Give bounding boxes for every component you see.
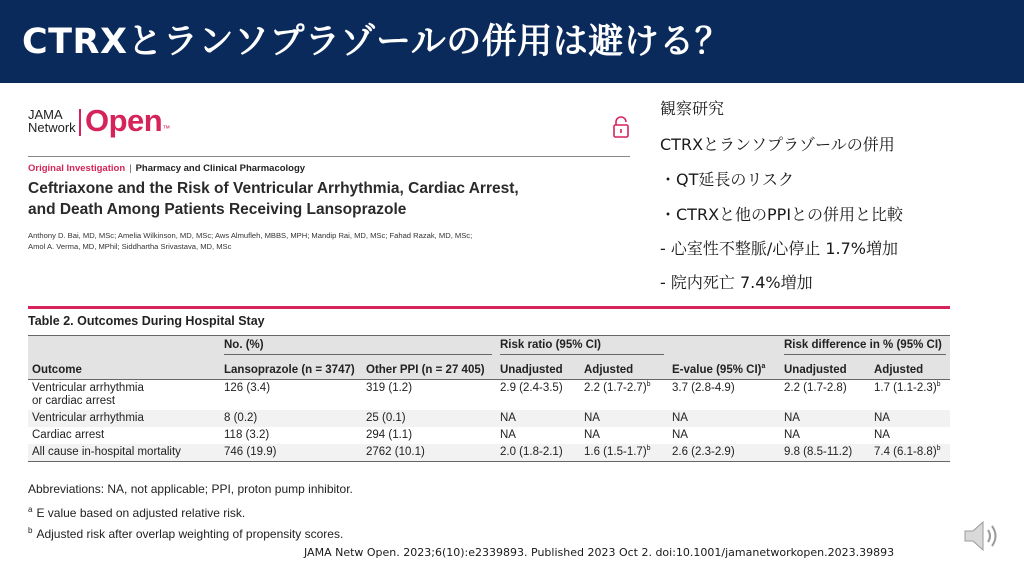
- table-top-rule: [28, 306, 950, 309]
- header-evalue: E-value (95% CI)$^a$: [668, 358, 780, 380]
- article-authors: [28, 230, 498, 252]
- cell-evalue: 2.6 (2.3-2.9): [668, 444, 780, 462]
- note-item: 観察研究: [660, 99, 725, 118]
- cell-lansoprazole: 746 (19.9): [220, 444, 362, 462]
- article-type: Original Investigation: [28, 163, 126, 174]
- cell-outcome: All cause in-hospital mortality: [28, 444, 220, 462]
- slide-title: CTRXとランソプラゾールの併用は避ける？: [22, 22, 731, 62]
- header-blank-evalue: [668, 336, 780, 358]
- table-row: [28, 380, 950, 411]
- table-column-header-row: [28, 358, 950, 380]
- logo-jama-text: JAMA: [28, 107, 63, 122]
- note-item: ・CTRXと他のPPIとの併用と比較: [660, 205, 904, 224]
- authors-line2: Amol A. Verma, MD, MPhil; Siddhartha Srivastava, MD, MSc: [28, 242, 232, 251]
- cell-rd-adjusted: 1.7 $(1.1-2.3)^b$: [870, 380, 950, 411]
- article-type-separator: |: [129, 163, 132, 174]
- cell-rr-unadjusted: NA: [496, 410, 580, 427]
- cell-rd-unadjusted: NA: [780, 427, 870, 444]
- cell-evalue: NA: [668, 427, 780, 444]
- cell-rd-unadjusted: 9.8 (8.5-11.2): [780, 444, 870, 462]
- outcomes-table-container: [28, 335, 950, 462]
- cell-rr-unadjusted: 2.9 (2.4-3.5): [496, 380, 580, 411]
- cell-rr-unadjusted: NA: [496, 427, 580, 444]
- cell-outcome: Ventricular arrhythmia or cardiac arrest: [28, 380, 220, 411]
- outcomes-table: [28, 335, 950, 462]
- table-abbreviations: Abbreviations: NA, not applicable; PPI, proton pump inhibitor.: [28, 482, 353, 496]
- header-group-no: No. (%): [220, 336, 496, 358]
- cell-rd-unadjusted: NA: [780, 410, 870, 427]
- table-footnote-b: $^b$ Adjusted risk after overlap weighting of propensity scores.: [28, 526, 344, 541]
- cell-rr-adjusted: NA: [580, 427, 668, 444]
- article-title-line1: Ceftriaxone and the Risk of Ventricular Arrhythmia, Cardiac Arrest,: [28, 180, 519, 197]
- logo-open-text: Open™: [85, 103, 170, 138]
- open-lock-icon: [612, 116, 630, 138]
- cell-rd-adjusted: 7.4 $(6.1-8.8)^b$: [870, 444, 950, 462]
- note-item: ・QT延長のリスク: [660, 170, 795, 189]
- cell-other-ppi: 319 (1.2): [362, 380, 496, 411]
- header-lansoprazole: Lansoprazole (n = 3747): [220, 358, 362, 380]
- header-outcome: Outcome: [28, 358, 220, 380]
- cell-other-ppi: 294 (1.1): [362, 427, 496, 444]
- cell-lansoprazole: 118 (3.2): [220, 427, 362, 444]
- cell-lansoprazole: 126 (3.4): [220, 380, 362, 411]
- logo-divider: [79, 109, 81, 136]
- authors-line1: Anthony D. Bai, MD, MSc; Amelia Wilkinson, MD, MSc; Aws Almufleh, MBBS, MPH; Mandip Rai, MD, MSc; Fahad Razak, MD, MSc;: [28, 231, 473, 240]
- table-title: Table 2. Outcomes During Hospital Stay: [28, 314, 265, 328]
- cell-rr-unadjusted: 2.0 (1.8-2.1): [496, 444, 580, 462]
- cell-rd-unadjusted: 2.2 (1.7-2.8): [780, 380, 870, 411]
- header-group-risk-ratio: Risk ratio (95% CI): [496, 336, 668, 358]
- logo-network-text: Network: [28, 120, 76, 135]
- cell-evalue: 3.7 (2.8-4.9): [668, 380, 780, 411]
- logo-trademark: ™: [162, 124, 170, 133]
- table-row: [28, 444, 950, 462]
- article-type-line: [28, 163, 305, 174]
- note-item: - 院内死亡 7.4%増加: [660, 273, 813, 292]
- header-group-risk-difference: Risk difference in % (95% CI): [780, 336, 950, 358]
- header-rd-unadjusted: Unadjusted: [780, 358, 870, 380]
- header-rd-adjusted: Adjusted: [870, 358, 950, 380]
- cell-other-ppi: 2762 (10.1): [362, 444, 496, 462]
- cell-rd-adjusted: NA: [870, 427, 950, 444]
- table-row: [28, 427, 950, 444]
- table-footnote-a: $^a$ E value based on adjusted relative risk.: [28, 505, 246, 520]
- cell-rd-adjusted: NA: [870, 410, 950, 427]
- cell-rr-adjusted: NA: [580, 410, 668, 427]
- cell-outcome: Cardiac arrest: [28, 427, 220, 444]
- table-row: [28, 410, 950, 427]
- cell-rr-adjusted: 1.6 $(1.5-1.7)^b$: [580, 444, 668, 462]
- note-item: CTRXとランソプラゾールの併用: [660, 135, 895, 154]
- header-blank: [28, 336, 220, 358]
- cell-rr-adjusted: 2.2 $(1.7-2.7)^b$: [580, 380, 668, 411]
- title-bar: [0, 0, 1024, 83]
- header-other-ppi: Other PPI (n = 27 405): [362, 358, 496, 380]
- header-rr-unadjusted: Unadjusted: [496, 358, 580, 380]
- citation: JAMA Netw Open. 2023;6(10):e2339893. Published 2023 Oct 2. doi:10.1001/jamanetworkopen.2023.39893: [304, 546, 895, 559]
- article-title-line2: and Death Among Patients Receiving Lansoprazole: [28, 201, 407, 218]
- note-item: - 心室性不整脈/心停止 1.7%増加: [660, 239, 898, 258]
- speaker-icon[interactable]: [961, 516, 1003, 556]
- cell-other-ppi: 25 (0.1): [362, 410, 496, 427]
- cell-evalue: NA: [668, 410, 780, 427]
- article-title: [28, 178, 638, 220]
- article-department: Pharmacy and Clinical Pharmacology: [135, 163, 306, 174]
- table-group-header-row: [28, 336, 950, 358]
- cell-lansoprazole: 8 (0.2): [220, 410, 362, 427]
- header-rr-adjusted: Adjusted: [580, 358, 668, 380]
- cell-outcome: Ventricular arrhythmia: [28, 410, 220, 427]
- header-rule: [28, 156, 630, 157]
